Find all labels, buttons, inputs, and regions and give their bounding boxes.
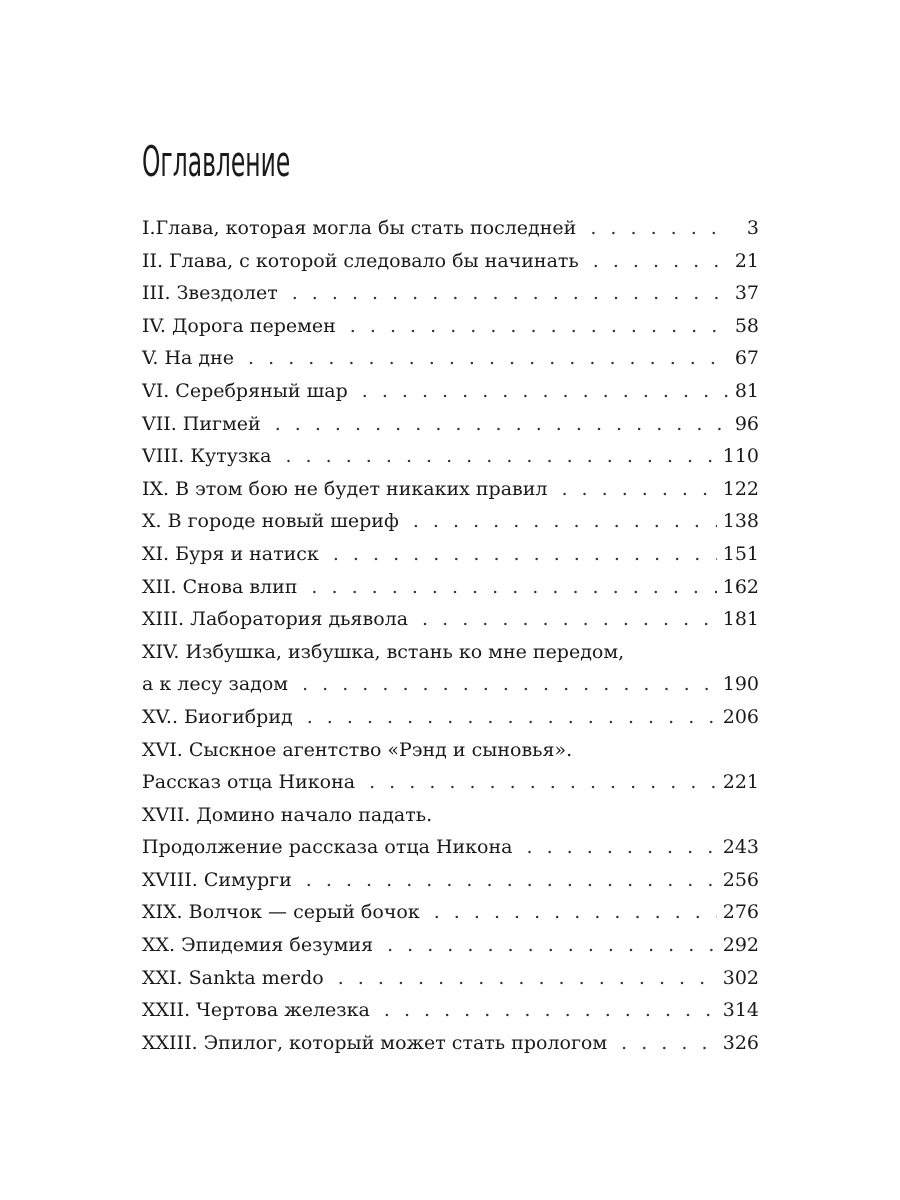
toc-entry: [142, 245, 759, 278]
dot-leader: [333, 538, 717, 571]
toc-entry-page-number: 96: [734, 412, 759, 435]
dot-leader: [369, 766, 717, 799]
toc-entry: [142, 929, 759, 962]
toc-entry-title: VII. Пигмей: [142, 412, 261, 435]
toc-entry: [142, 538, 759, 571]
toc-entry-title: IV. Дорога перемен: [142, 314, 336, 337]
toc-entry-title: XIII. Лаборатория дьявола: [142, 608, 409, 631]
toc-entry-page-number: 302: [722, 966, 759, 989]
toc-entry-page-number: 181: [722, 608, 759, 631]
toc-entry-title: XI. Буря и натиск: [142, 542, 319, 565]
dot-leader: [413, 505, 717, 538]
dot-leader: [302, 668, 717, 701]
toc-entry: [142, 799, 759, 832]
toc-entry-page-number: 37: [734, 282, 759, 305]
toc-entry-page-number: 221: [722, 771, 759, 794]
dot-leader: [434, 896, 717, 929]
dot-leader: [248, 342, 729, 375]
toc-entry: [142, 603, 759, 636]
toc-entry-page-number: 292: [722, 934, 759, 957]
toc-entry-title: III. Звездолет: [142, 282, 278, 305]
toc-entry-title: Продолжение рассказа отца Никона: [142, 836, 513, 859]
page-title: Оглавление: [142, 137, 291, 186]
dot-leader: [593, 245, 729, 278]
toc-entry-page-number: 206: [722, 705, 759, 728]
toc-entry: [142, 1027, 759, 1060]
toc-entry: [142, 440, 759, 473]
toc-entry-page-number: 58: [734, 314, 759, 337]
toc-entry: [142, 701, 759, 734]
toc-entry-page-number: 151: [722, 542, 759, 565]
dot-leader: [311, 571, 716, 604]
toc-entry-title: XIV. Избушка, избушка, встань ко мне передом,: [142, 640, 625, 663]
toc-entry-title: VIII. Кутузка: [142, 445, 272, 468]
toc-entry-title: XXI. Sankta merdo: [142, 966, 324, 989]
toc-entry-title: XIX. Волчок — серый бочок: [142, 901, 420, 924]
toc-entry: [142, 962, 759, 995]
toc-entry: [142, 505, 759, 538]
toc-entry-title: VI. Серебряный шар: [142, 379, 348, 402]
dot-leader: [387, 929, 717, 962]
toc-entry-page-number: 138: [722, 510, 759, 533]
dot-leader: [275, 408, 729, 441]
toc-entry-page-number: 21: [734, 249, 759, 272]
toc-entry-page-number: 243: [722, 836, 759, 859]
dot-leader: [422, 603, 717, 636]
dot-leader: [527, 831, 717, 864]
toc-entry-title: XXII. Чертова железка: [142, 999, 370, 1022]
dot-leader: [292, 277, 729, 310]
toc-entry: [142, 864, 759, 897]
toc-entry: [142, 668, 759, 701]
toc-entry: [142, 994, 759, 1027]
toc-entry-title: V. На дне: [142, 347, 235, 370]
toc-entry-title: XX. Эпидемия безумия: [142, 934, 374, 957]
toc-entry-title: IX. В этом бою не будет никаких правил: [142, 477, 548, 500]
toc-entry-title: а к лесу задом: [142, 673, 289, 696]
toc-entry-page-number: 190: [722, 673, 759, 696]
table-of-contents: [142, 212, 759, 1059]
dot-leader: [384, 994, 717, 1027]
toc-entry-page-number: 276: [722, 901, 759, 924]
toc-entry: [142, 408, 759, 441]
toc-entry-title: II. Глава, с которой следовало бы начинать: [142, 249, 579, 272]
toc-entry: [142, 734, 759, 767]
toc-entry: [142, 571, 759, 604]
toc-entry-title: I.Глава, которая могла бы стать последней: [142, 217, 577, 239]
toc-entry: [142, 212, 759, 245]
toc-entry: [142, 896, 759, 929]
toc-entry-title: Рассказ отца Никона: [142, 771, 356, 794]
toc-entry: [142, 473, 759, 506]
toc-entry: [142, 310, 759, 343]
toc-entry-page-number: 326: [722, 1031, 759, 1054]
dot-leader: [285, 440, 716, 473]
toc-entry-title: XII. Снова влип: [142, 575, 298, 598]
toc-entry-title: XV.. Биогибрид: [142, 705, 293, 728]
toc-entry-title: XVII. Домино начало падать.: [142, 803, 433, 826]
toc-entry-page-number: 3: [746, 217, 759, 239]
toc-entry: [142, 831, 759, 864]
toc-entry: [142, 342, 759, 375]
toc-entry-title: X. В городе новый шериф: [142, 510, 399, 533]
toc-entry-page-number: 81: [734, 379, 759, 402]
dot-leader: [621, 1027, 717, 1060]
dot-leader: [338, 962, 717, 995]
toc-entry-page-number: 162: [722, 575, 759, 598]
toc-entry: [142, 375, 759, 408]
toc-entry-page-number: 122: [722, 477, 759, 500]
toc-entry-title: XVIII. Симурги: [142, 868, 292, 891]
toc-entry-page-number: 314: [722, 999, 759, 1022]
toc-entry-page-number: 67: [734, 347, 759, 370]
dot-leader: [306, 864, 717, 897]
toc-entry: [142, 766, 759, 799]
toc-entry: [142, 636, 759, 669]
dot-leader: [590, 212, 729, 245]
toc-entry-title: XVI. Сыскное агентство «Рэнд и сыновья».: [142, 738, 573, 761]
dot-leader: [561, 473, 716, 506]
toc-entry-page-number: 256: [722, 868, 759, 891]
dot-leader: [362, 375, 729, 408]
dot-leader: [307, 701, 717, 734]
toc-entry: [142, 277, 759, 310]
toc-entry-title: XXIII. Эпилог, который может стать прологом: [142, 1031, 608, 1054]
toc-entry-page-number: 110: [722, 445, 759, 468]
dot-leader: [350, 310, 729, 343]
